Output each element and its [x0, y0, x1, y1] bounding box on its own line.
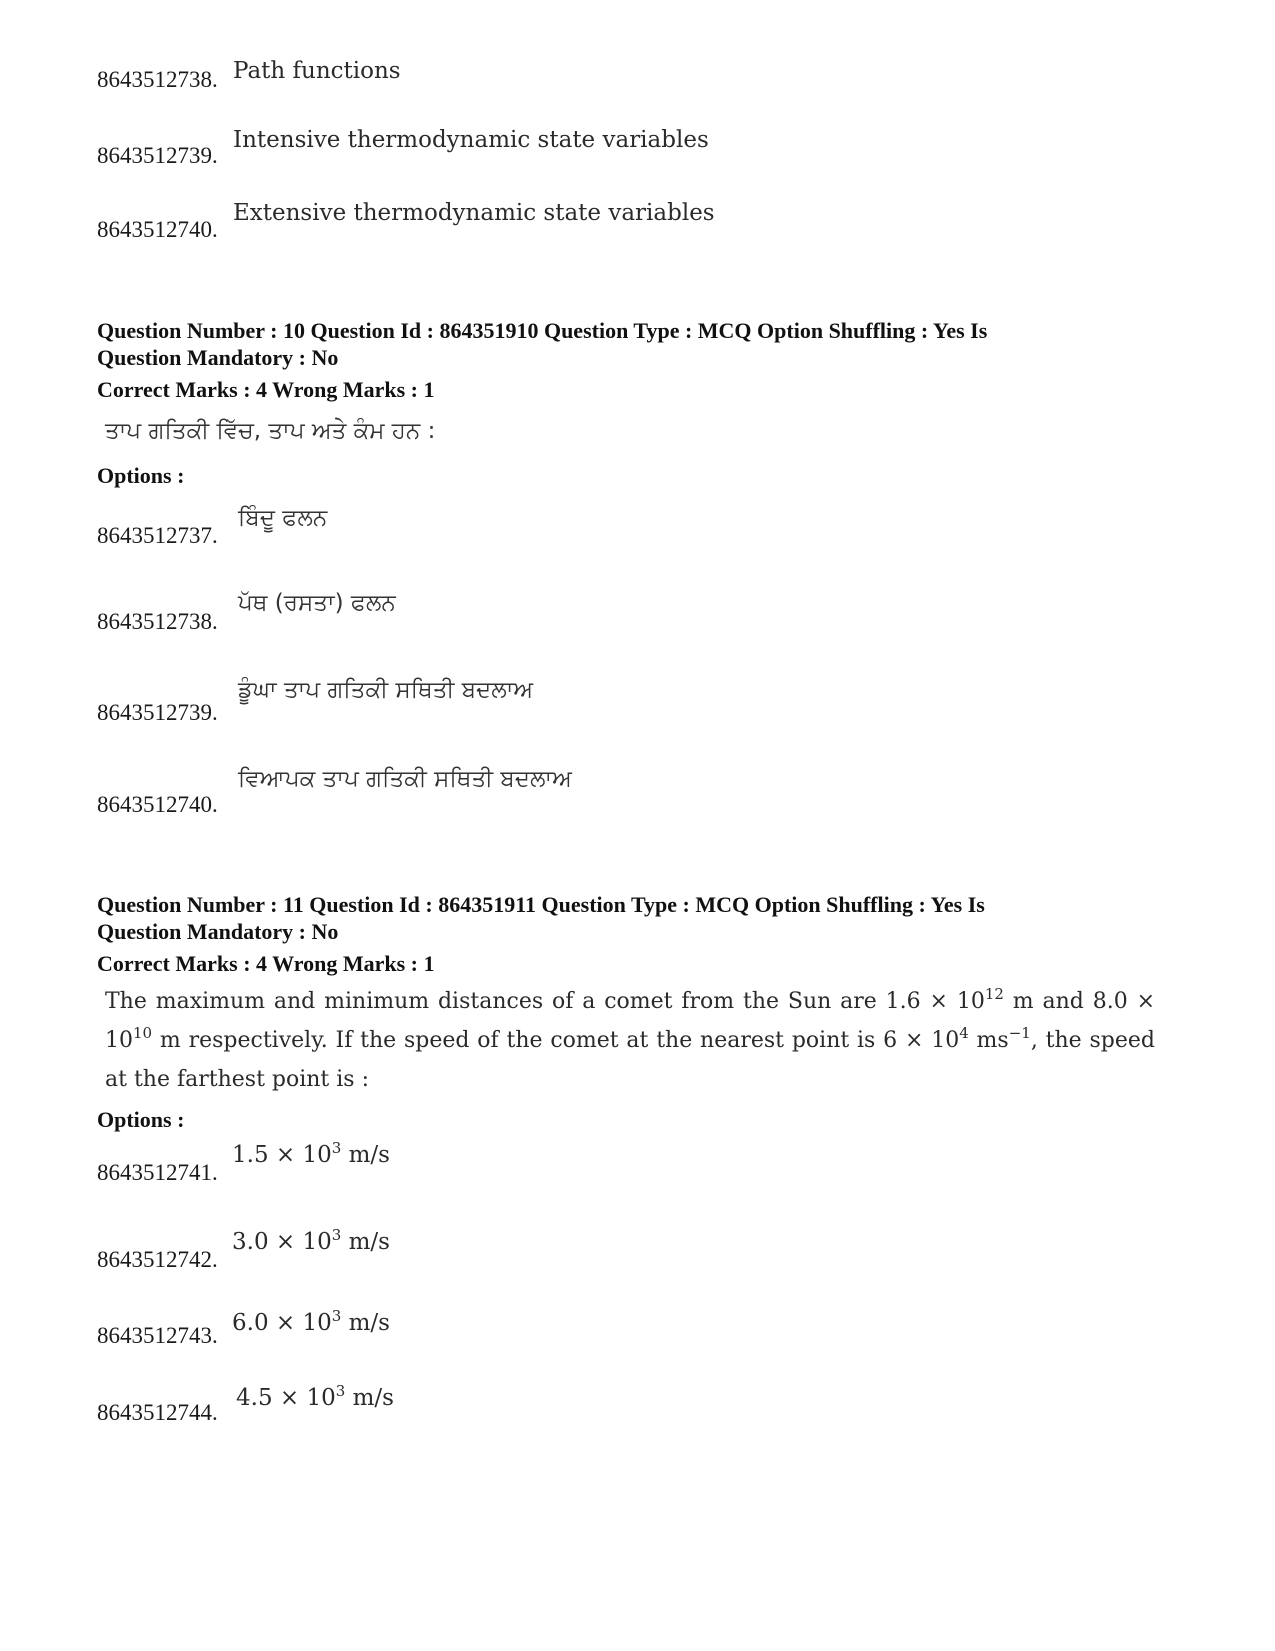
option-text: [236, 1382, 394, 1411]
question-text-part: m and 8.0 × 10: [105, 989, 1155, 1053]
exponent: 10: [133, 1024, 153, 1042]
option-id: 8643512737.: [97, 523, 218, 548]
marks-line: Correct Marks : 4 Wrong Marks : 1: [97, 951, 435, 976]
option-id: 8643512743.: [97, 1323, 218, 1348]
option-id: 8643512740.: [97, 217, 218, 242]
exponent: 4: [959, 1024, 969, 1042]
question-text: ਤਾਪ ਗਤਿਕੀ ਵਿੱਚ, ਤਾਪ ਅਤੇ ਕੰਮ ਹਨ :: [105, 418, 436, 444]
exponent: 3: [335, 1382, 346, 1400]
question-header-cont: Question Mandatory : No: [97, 919, 339, 944]
question-text-part: ms: [968, 1028, 1009, 1053]
options-label: Options :: [97, 463, 185, 488]
exponent: 3: [331, 1226, 342, 1244]
exponent: 3: [331, 1139, 342, 1157]
option-text: [232, 1139, 390, 1168]
options-label: Options :: [97, 1107, 185, 1132]
question-text-part: The maximum and minimum distances of a comet from the Sun are 1.6 × 10: [105, 989, 985, 1014]
exponent: −1: [1008, 1024, 1031, 1042]
option-text: Intensive thermodynamic state variables: [233, 127, 709, 153]
question-header: Question Number : 10 Question Id : 864351910 Question Type : MCQ Option Shuffling : Yes Is: [97, 318, 988, 343]
question-header: Question Number : 11 Question Id : 864351911 Question Type : MCQ Option Shuffling : Yes Is: [97, 892, 985, 917]
option-text: ਬਿੰਦੂ ਫਲਨ: [238, 505, 328, 531]
option-id: 8643512742.: [97, 1247, 218, 1272]
option-id: 8643512739.: [97, 700, 218, 725]
question-header-cont: Question Mandatory : No: [97, 345, 339, 370]
option-text: ਵਿਆਪਕ ਤਾਪ ਗਤਿਕੀ ਸਥਿਤੀ ਬਦਲਾਅ: [238, 766, 572, 792]
question-text-part: m respectively. If the speed of the comet at the nearest point is 6 × 10: [152, 1028, 960, 1053]
option-text: ਡੂੰਘਾ ਤਾਪ ਗਤਿਕੀ ਸਥਿਤੀ ਬਦਲਾਅ: [238, 677, 534, 703]
option-text: [232, 1226, 390, 1255]
exponent: 3: [331, 1307, 342, 1325]
option-unit: m/s: [341, 1310, 390, 1336]
option-id: 8643512739.: [97, 143, 218, 168]
option-mantissa: 4.5 × 10: [236, 1385, 336, 1411]
option-text: [232, 1307, 390, 1336]
option-text: Path functions: [233, 58, 401, 84]
option-id: 8643512740.: [97, 792, 218, 817]
option-unit: m/s: [345, 1385, 394, 1411]
option-mantissa: 3.0 × 10: [232, 1229, 332, 1255]
question-text-part: , the speed at the farthest point is :: [105, 1028, 1155, 1092]
option-id: 8643512738.: [97, 609, 218, 634]
question-text: [105, 982, 1155, 1099]
option-id: 8643512741.: [97, 1160, 218, 1185]
option-text: ਪੱਥ (ਰਸਤਾ) ਫਲਨ: [238, 590, 396, 616]
option-unit: m/s: [341, 1142, 390, 1168]
option-text: Extensive thermodynamic state variables: [233, 200, 715, 226]
option-mantissa: 1.5 × 10: [232, 1142, 332, 1168]
marks-line: Correct Marks : 4 Wrong Marks : 1: [97, 377, 435, 402]
option-id: 8643512738.: [97, 67, 218, 92]
exponent: 12: [984, 985, 1004, 1003]
option-unit: m/s: [341, 1229, 390, 1255]
option-id: 8643512744.: [97, 1400, 218, 1425]
option-mantissa: 6.0 × 10: [232, 1310, 332, 1336]
